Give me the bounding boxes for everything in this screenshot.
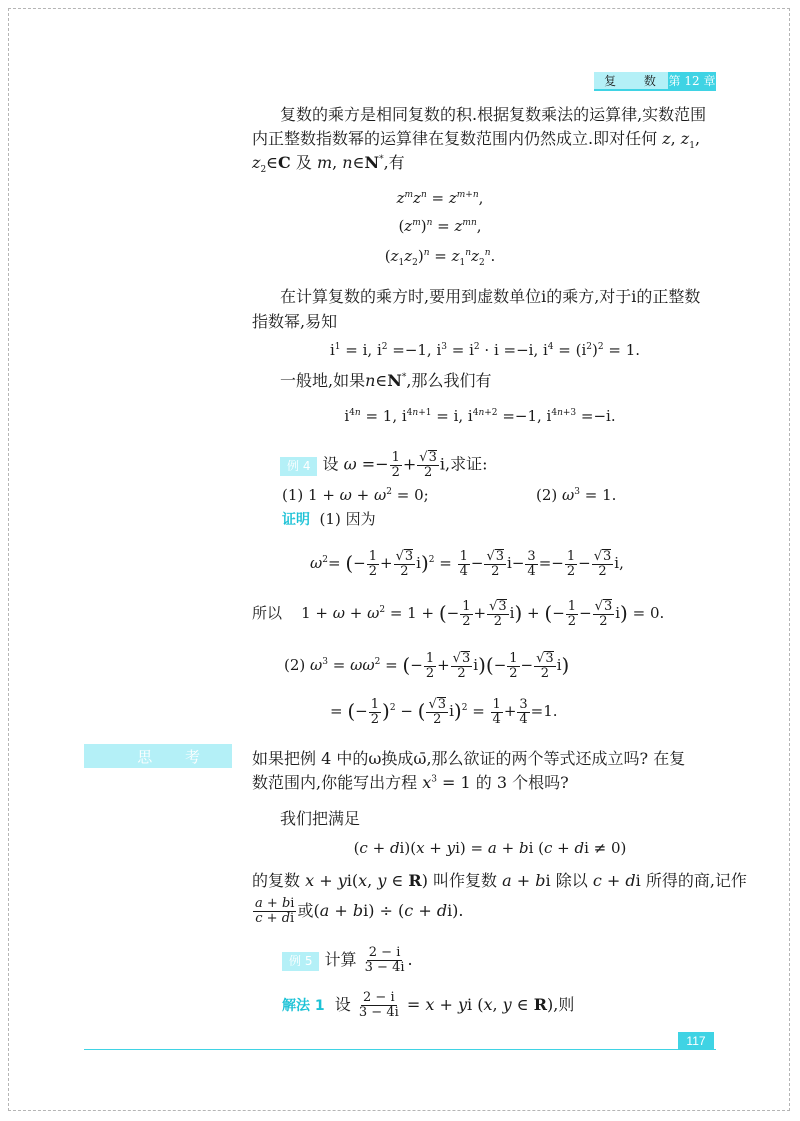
example4-statement: 例 4 设 ω =− $\frac{1}{2}$ + $\frac{√3}{2}$ i,求证: bbox=[280, 450, 487, 480]
example5-tag: 例 5 bbox=[282, 952, 319, 971]
think-label: 思 考 bbox=[84, 744, 232, 768]
solution-tag: 解法 1 bbox=[282, 998, 325, 1014]
formula-i-powers: $i^1 = i$, $i^2 =-1$, $i^3 = i^2 \cdot i =-i$, $i^4 = (i^2)^2 = 1$. bbox=[329, 341, 641, 359]
formula-division-def: (c + di)(x + yi) = a + bi (c + di ≠ 0) bbox=[353, 839, 627, 857]
formula-product-power: $(z_1z_2)^n = z_1^nz_2^n$. bbox=[384, 247, 496, 268]
formula-omega-cubed-2: = (− $\frac{1}{2}$ )$^2$ − ( $\frac{√3}{2}$ i)$^2$ = $\frac{1}{4}$ + $\frac{3}{4}$ =1. bbox=[330, 696, 558, 727]
chapter-header bbox=[594, 72, 716, 89]
division-line1: 的复数 x + yi(x, y ∈ R) 叫作复数 a + bi 除以 c + di 所得的商,记作 bbox=[252, 871, 747, 890]
footer-rule bbox=[84, 1049, 716, 1050]
division-line2: $\frac{a + bi}{c + di}$ 或(a + bi) ÷ (c + di). bbox=[255, 896, 464, 926]
formula-sum-zero: 所以 $1 + \omega + \omega^2 = 1$ + (− $\frac{1}{2}$ + $\frac{√3}{2}$ i) + (− $\frac{1}{2}$ − $\frac{√3}{2}$ i) = 0. bbox=[252, 598, 665, 629]
formula-omega-squared: $\omega^2=$ (− $\frac{1}{2}$ + $\frac{√3}{2}$ i)$^2$ = $\frac{1}{4}$ − $\frac{√3}{2}$ i− $\frac{3}{4}$ =− $\frac{1}{2}$ − $\frac{√3}{2}$ i, bbox=[310, 548, 624, 579]
think-line2: 数范围内,你能写出方程 $x^3 = 1$ 的 3 个根吗? bbox=[252, 773, 569, 792]
example4-item2: (2) $\omega^3 = 1$. bbox=[536, 486, 617, 504]
example4-tag: 例 4 bbox=[280, 457, 317, 476]
formula-i-cycle: $i^{4n} = 1$, $i^{4n+1} = i$, $i^{4n+2} =-1$, $i^{4n+3} =-i$. bbox=[344, 407, 616, 425]
page-number: 117 bbox=[678, 1032, 714, 1049]
header-rule bbox=[594, 89, 716, 91]
formula-power-power: $(z^m)^n = z^{mn}$, bbox=[398, 217, 482, 235]
formula-omega-cubed-1: (2) $\omega^3 = \omega\omega^2$ = (− $\frac{1}{2}$ + $\frac{√3}{2}$ i)(− $\frac{1}{2}$ − $\frac{√3}{2}$ i) bbox=[284, 650, 570, 681]
para3-line: 一般地,如果n∈N*,那么我们有 bbox=[280, 371, 492, 390]
example4-item1: (1) $1 + \omega + \omega^2 = 0$; bbox=[282, 486, 429, 504]
division-intro: 我们把满足 bbox=[280, 809, 361, 828]
para2-line1: 在计算复数的乘方时,要用到虚数单位i的乘方,对于i的正整数 bbox=[280, 287, 701, 306]
para1-line3: $z_2\in C$ 及 m, n∈N*,有 bbox=[252, 153, 405, 176]
proof-heading: 证明 (1) 因为 bbox=[282, 510, 376, 528]
para2-line2: 指数幂,易知 bbox=[252, 312, 338, 331]
para1-line2: 内正整数指数幂的运算律在复数范围内仍然成立.即对任何 z, $z_1$, bbox=[252, 129, 701, 152]
chapter-title: 复 数 bbox=[594, 72, 668, 89]
formula-power-product: $z^mz^n = z^{m+n}$, bbox=[396, 189, 484, 207]
para1-line1: 复数的乘方是相同复数的积.根据复数乘法的运算律,实数范围 bbox=[280, 105, 707, 124]
example5-solution: 解法 1 设 $\frac{2 - i}{3 - 4i}$ = x + yi (x, y ∈ R),则 bbox=[282, 990, 575, 1020]
proof-tag: 证明 bbox=[282, 512, 310, 528]
chapter-number: 第 12 章 bbox=[668, 74, 716, 88]
example5-statement: 例 5 计算 $\frac{2 - i}{3 - 4i}$ . bbox=[282, 946, 413, 975]
think-line1: 如果把例 4 中的ω换成ω̄,那么欲证的两个等式还成立吗? 在复 bbox=[252, 749, 686, 768]
